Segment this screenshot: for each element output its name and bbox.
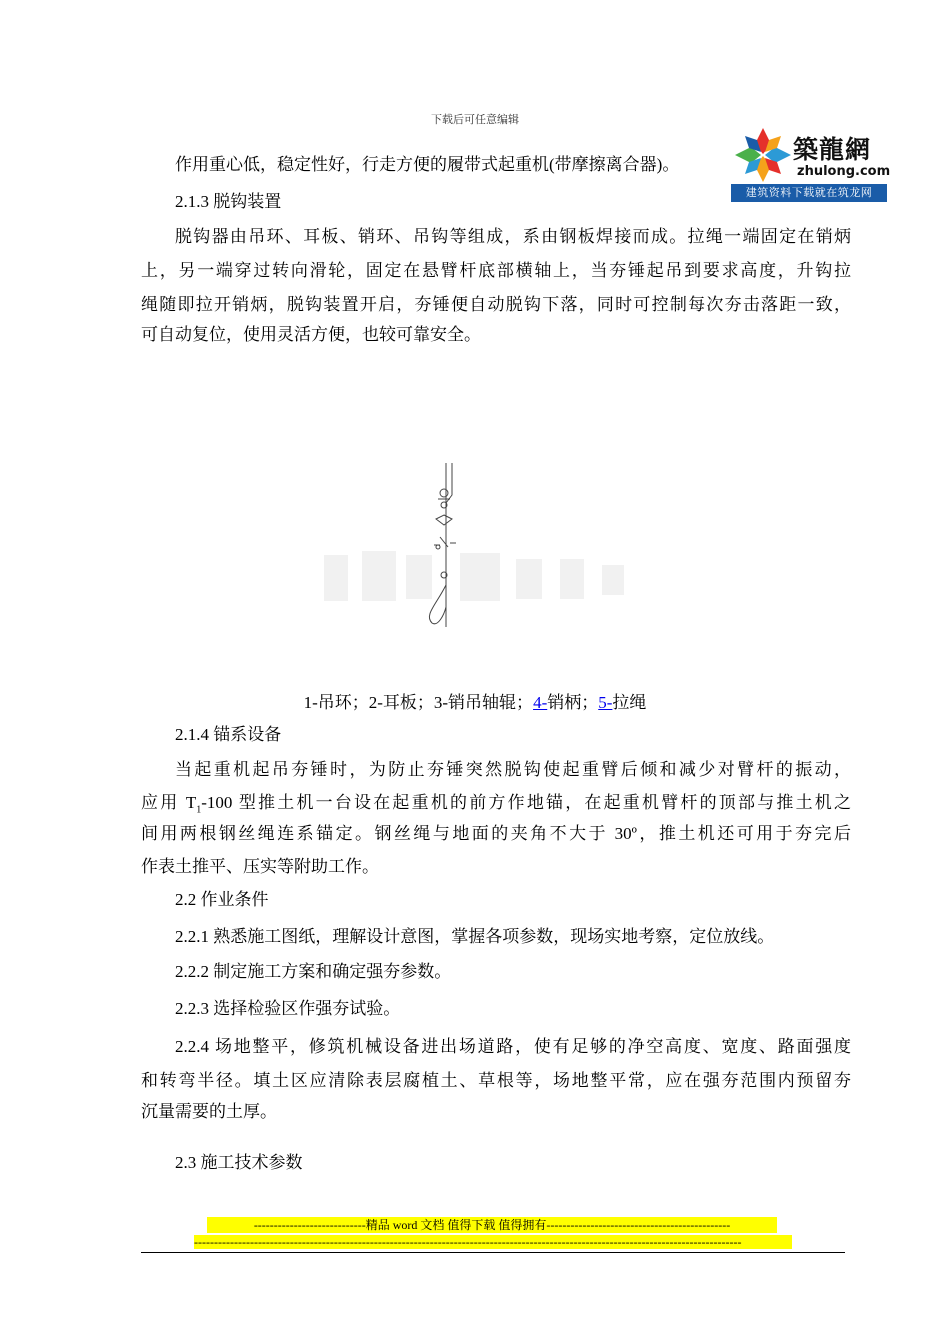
paragraph-2-2-4-line3: 沉量需要的土厚。 — [141, 1102, 277, 1121]
paragraph-2-1-4-line3: 间用两根钢丝绳连系锚定。钢丝绳与地面的夹角不大于 30º，推土机还可用于夯完后 — [141, 824, 851, 843]
logo-tagline: 建筑资料下载就在筑龙网 — [731, 184, 887, 202]
hook-device-figure — [320, 455, 640, 635]
paragraph-2-2-3: 2.2.3 选择检验区作强夯试验。 — [175, 999, 401, 1018]
logo-domain-text: zhulong.com — [797, 164, 891, 179]
heading-2-1-3: 2.1.3 脱钩装置 — [175, 192, 282, 211]
heading-2-2: 2.2 作业条件 — [175, 890, 269, 909]
paragraph-2-1-3-line2: 上，另一端穿过转向滑轮，固定在悬臂杆底部横轴上，当夯锤起吊到要求高度，升钩拉 — [141, 261, 851, 280]
footer-promo-line: ----------------------------精品 word 文档 值得下载 值得拥有---------------------------------------------- — [207, 1217, 777, 1233]
caption-part3: 拉绳 — [612, 693, 647, 712]
caption-link-4[interactable]: 4- — [533, 693, 548, 712]
footer-dash-line: ----------------------------------------------------------------------------------------------------------------------------------------- — [194, 1235, 792, 1249]
header-note: 下载后可任意编辑 — [431, 114, 519, 126]
paragraph-2-1-3-line3: 绳随即拉开销炳，脱钩装置开启，夯锤便自动脱钩下落，同时可控制每次夯击落距一致， — [141, 295, 851, 314]
caption-link-5[interactable]: 5- — [598, 693, 613, 712]
heading-2-3: 2.3 施工技术参数 — [175, 1153, 303, 1172]
paragraph-2-1-4-line2: 应用 $T_1-100$ 型推土机一台设在起重机的前方作地锚，在起重机臂杆的顶部与推土机之 — [141, 793, 851, 816]
paragraph-2-2-2: 2.2.2 制定施工方案和确定强夯参数。 — [175, 962, 452, 981]
caption-part1: 1-吊环；2-耳板；3-销吊轴辊； — [303, 693, 534, 712]
paragraph-2-2-4-line1: 2.2.4 场地整平，修筑机械设备进出场道路，使有足够的净空高度、宽度、路面强度 — [175, 1037, 851, 1056]
logo-chinese-text: 築龍網 — [793, 135, 872, 164]
paragraph-2-2-4-line2: 和转弯半径。填土区应清除表层腐植土、草根等，场地整平常，应在强夯范围内预留夯 — [141, 1071, 851, 1090]
paragraph-2-1-4-line1: 当起重机起吊夯锤时，为防止夯锤突然脱钩使起重臂后倾和减少对臂杆的振动， — [175, 760, 851, 779]
footer-rule — [141, 1252, 845, 1253]
figure-caption — [0, 688, 950, 713]
paragraph-2-1-3-line4: 可自动复位，使用灵活方便，也较可靠安全。 — [141, 325, 481, 344]
paragraph-2-1-3-line1: 脱钩器由吊环、耳板、销环、吊钩等组成，系由钢板焊接而成。拉绳一端固定在销炳 — [175, 227, 851, 246]
heading-2-1-4: 2.1.4 锚系设备 — [175, 725, 282, 744]
paragraph-2-1-4-line4: 作表土推平、压实等附助工作。 — [141, 857, 379, 876]
caption-part2: 销柄； — [547, 693, 599, 712]
paragraph-2-2-1: 2.2.1 熟悉施工图纸，理解设计意图，掌握各项参数，现场实地考察，定位放线。 — [175, 927, 775, 946]
body-line-crane: 作用重心低，稳定性好，行走方便的履带式起重机(带摩擦离合器)。 — [175, 155, 680, 174]
